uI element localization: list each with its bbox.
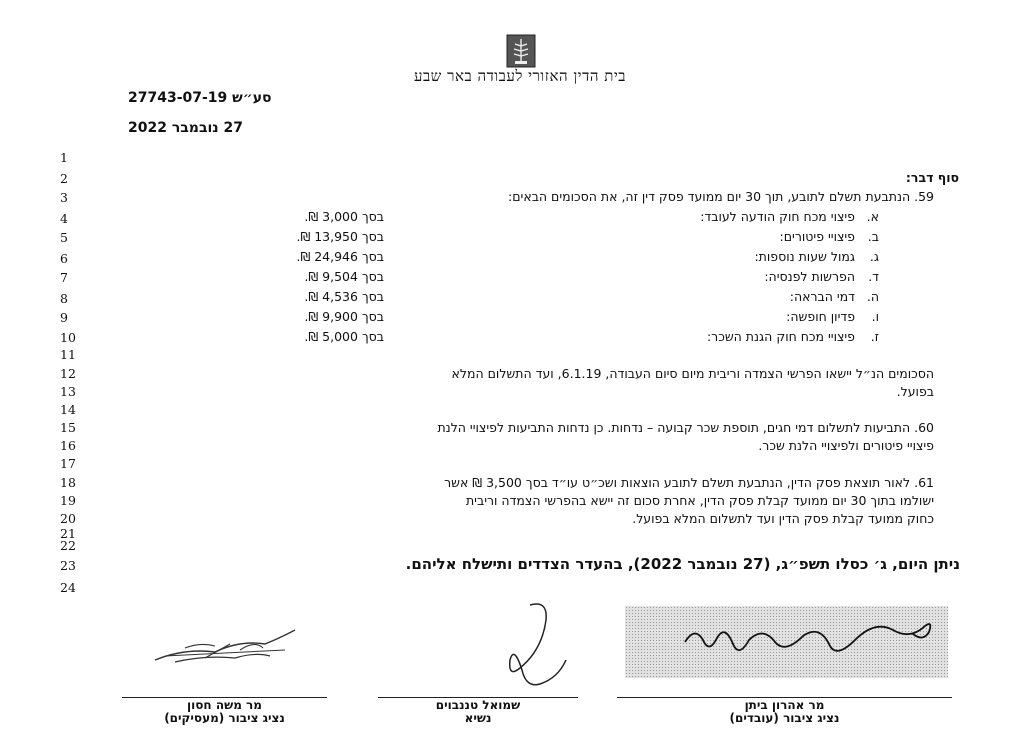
item-label: דמי הבראה: (789, 289, 855, 304)
paragraph-61-line: כחוק ממועד קבלת פסק הדין ועד לתשלום המלא בפועל. (632, 511, 934, 526)
item-letter: ז. (870, 329, 879, 344)
item-label: גמול שעות נוספות: (754, 249, 855, 264)
item-letter: א. (866, 209, 879, 224)
line-number: 4 (60, 211, 68, 226)
closing-statement: ניתן היום, ג׳ כסלו תשפ״ג, (27 נובמבר 2022), בהעדר הצדדים ותישלח אליהם. (405, 555, 960, 573)
line-number: 14 (60, 402, 76, 417)
signatory-employees-rep (617, 699, 952, 725)
item-amount: בסך 24,946 ₪. (296, 249, 384, 264)
item-label: פיצוי מכח חוק הודעה לעובד: (700, 209, 855, 224)
item-amount: בסך 9,504 ₪. (304, 269, 384, 284)
item-amount: בסך 13,950 ₪. (296, 229, 384, 244)
line-number: 17 (60, 456, 76, 471)
signatory-president (378, 699, 578, 725)
line-number: 24 (60, 580, 76, 595)
line-number: 20 (60, 511, 76, 526)
paragraph-59-intro: 59. הנתבעת תשלם לתובע, תוך 30 יום ממועד פסק דין זה, את הסכומים הבאים: (508, 189, 934, 204)
list-item (119, 209, 879, 227)
line-number: 19 (60, 493, 76, 508)
case-number: סע״ש 27743-07-19 (128, 90, 272, 106)
item-letter: ד. (868, 269, 879, 284)
item-label: פדיון חופשה: (786, 309, 855, 324)
line-number: 15 (60, 420, 76, 435)
state-emblem-icon (506, 34, 536, 68)
signatory-role: נציג ציבור (מעסיקים) (164, 711, 285, 725)
item-letter: ה. (866, 289, 879, 304)
list-item (119, 229, 879, 247)
item-letter: ו. (871, 309, 879, 324)
line-number: 10 (60, 330, 76, 345)
item-amount: בסך 3,000 ₪. (304, 209, 384, 224)
paragraph-60-line: פיצויי פיטורים ולפיצויי הלנת שכר. (758, 438, 934, 453)
line-number: 9 (60, 310, 68, 325)
item-amount: בסך 5,000 ₪. (304, 329, 384, 344)
list-item (119, 329, 879, 347)
item-letter: ג. (869, 249, 879, 264)
section-heading: סוף דבר: (905, 170, 959, 185)
line-number: 22 (60, 538, 76, 553)
signature-image (480, 600, 580, 695)
paragraph-60-line: 60. התביעות לתשלום דמי חגים, תוספת שכר קבועה – נדחות. כן נדחות התביעות לפיצויי הלנת (437, 420, 934, 435)
line-number: 21 (60, 526, 76, 541)
signature-image (145, 600, 305, 695)
line-number: 5 (60, 230, 68, 245)
signatory-name: מר משה חסון (187, 698, 262, 712)
signature-image (625, 606, 948, 678)
line-number: 11 (60, 347, 76, 362)
line-number: 18 (60, 475, 76, 490)
signatory-name: מר אהרון ביתן (744, 698, 825, 712)
judgment-date: 27 נובמבר 2022 (128, 120, 243, 136)
list-item (119, 309, 879, 327)
line-number: 16 (60, 438, 76, 453)
item-amount: בסך 4,536 ₪. (304, 289, 384, 304)
item-letter: ב. (867, 229, 879, 244)
list-item (119, 289, 879, 307)
line-number: 7 (60, 270, 68, 285)
signatory-name: שמואל טננבוים (435, 698, 521, 712)
signatory-role: נציג ציבור (עובדים) (729, 711, 840, 725)
line-number: 23 (60, 558, 76, 573)
list-item (119, 269, 879, 287)
item-label: פיצויי מכח חוק הגנת השכר: (706, 329, 855, 344)
list-item (119, 249, 879, 267)
paragraph-61-line: ישולמו בתוך 30 יום ממועד קבלת פסק הדין, אחרת סכום זה יישא בהפרשי הצמדה וריבית (465, 493, 934, 508)
interest-paragraph-line: בפועל. (896, 384, 934, 399)
line-number: 1 (60, 150, 68, 165)
interest-paragraph-line: הסכומים הנ״ל יישאו הפרשי הצמדה וריבית מיום סיום העבודה, 6.1.19, ועד התשלום המלא (451, 366, 934, 381)
line-number: 12 (60, 366, 76, 381)
signatory-employers-rep (122, 699, 327, 725)
item-amount: בסך 9,900 ₪. (304, 309, 384, 324)
line-number: 3 (60, 190, 68, 205)
item-label: הפרשות לפנסיה: (764, 269, 855, 284)
item-label: פיצויי פיטורים: (779, 229, 855, 244)
signatory-role: נשיא (464, 711, 492, 725)
paragraph-61-line: 61. לאור תוצאת פסק הדין, הנתבעת תשלם לתובע הוצאות ושכ״ט עו״ד בסך 3,500 ₪ אשר (444, 475, 934, 490)
line-number: 8 (60, 291, 68, 306)
line-number: 2 (60, 171, 68, 186)
line-number: 13 (60, 384, 76, 399)
line-number: 6 (60, 251, 68, 266)
court-name: בית הדין האזורי לעבודה באר שבע (413, 67, 627, 85)
